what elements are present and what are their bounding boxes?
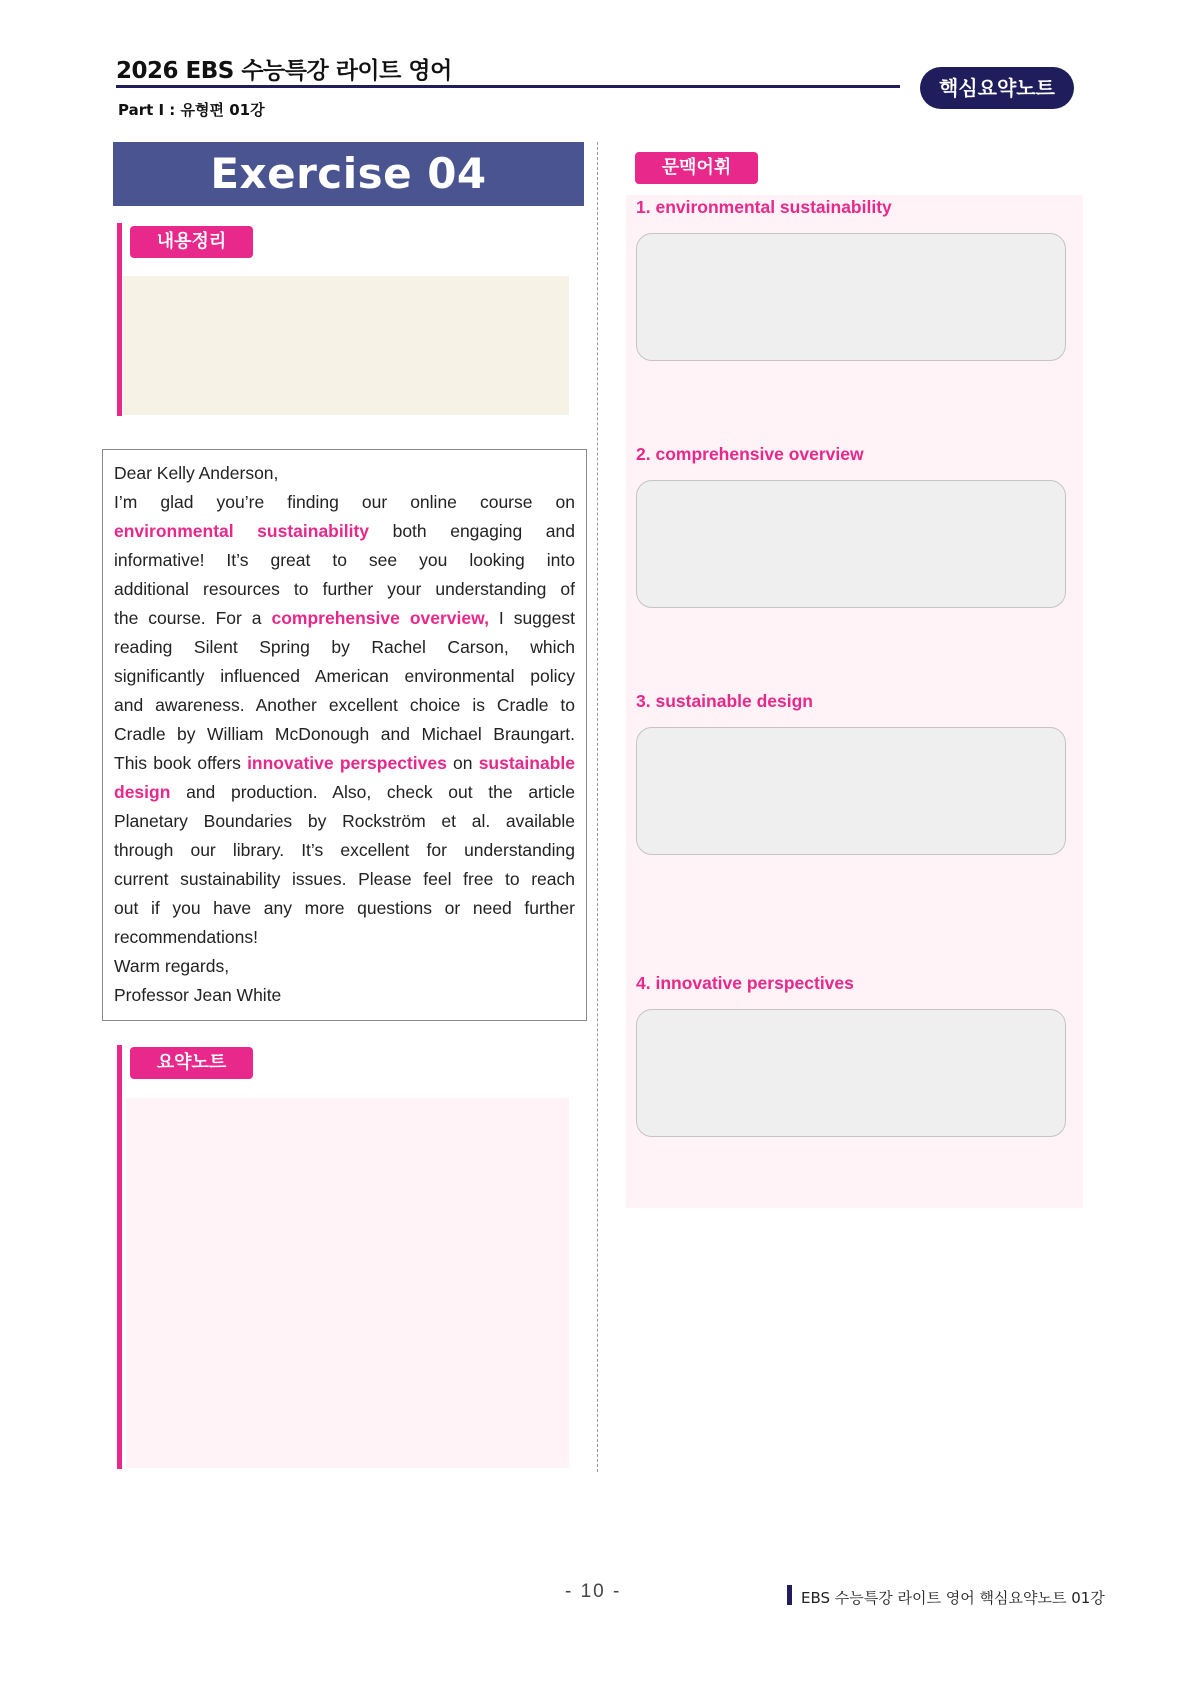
document-title: 2026 EBS 수능특강 라이트 영어	[116, 58, 452, 84]
highlight-comprehensive-overview: comprehensive overview,	[271, 608, 489, 628]
header-divider	[116, 85, 900, 88]
core-summary-badge: 핵심요약노트	[920, 67, 1074, 109]
vocab-answer-box[interactable]	[636, 480, 1066, 608]
vocab-answer-box[interactable]	[636, 233, 1066, 361]
passage-line: I’m glad you’re finding our online course on	[114, 492, 575, 512]
passage-line: environmental sustainability both engaging and	[114, 521, 575, 541]
note-section-tag: 요약노트	[130, 1047, 253, 1079]
vocab-item-title: 3. sustainable design	[636, 691, 813, 711]
part-subtitle: Part Ⅰ : 유형편 01강	[118, 101, 265, 119]
vocab-answer-box[interactable]	[636, 1009, 1066, 1137]
summary-section-tag: 내용정리	[130, 226, 253, 258]
passage-line: current sustainability issues. Please feel free to reach	[114, 869, 575, 889]
passage-line: recommendations!	[114, 927, 258, 947]
note-section-bar	[117, 1045, 122, 1469]
vocab-section-tag: 문맥어휘	[635, 152, 758, 184]
passage-line: significantly influenced American environmental policy	[114, 666, 575, 686]
highlight-innovative-perspectives: innovative perspectives	[247, 753, 447, 773]
page-number: - 10 -	[565, 1581, 622, 1602]
passage-greeting: Dear Kelly Anderson,	[114, 463, 279, 483]
passage-line: Cradle by William McDonough and Michael Braungart.	[114, 724, 575, 744]
summary-writing-area[interactable]	[123, 276, 569, 415]
vocab-item-title: 4. innovative perspectives	[636, 973, 854, 993]
passage-line: design and production. Also, check out the article	[114, 782, 575, 802]
passage-line: out if you have any more questions or need further	[114, 898, 575, 918]
passage-signature: Professor Jean White	[114, 985, 282, 1005]
footer-marker	[787, 1585, 792, 1605]
passage-line: through our library. It’s excellent for understanding	[114, 840, 575, 860]
passage-line: This book offers innovative perspectives on sustainable	[114, 753, 575, 773]
passage-line: and awareness. Another excellent choice is Cradle to	[114, 695, 575, 715]
vocab-item-title: 2. comprehensive overview	[636, 444, 864, 464]
note-writing-area[interactable]	[126, 1098, 569, 1468]
summary-section-bar	[117, 223, 122, 416]
passage-line: Planetary Boundaries by Rockström et al. available	[114, 811, 575, 831]
passage-box	[102, 449, 587, 1021]
footer-text: EBS 수능특강 라이트 영어 핵심요약노트 01강	[801, 1589, 1105, 1607]
passage-line: reading Silent Spring by Rachel Carson, which	[114, 637, 575, 657]
exercise-banner: Exercise 04	[113, 142, 584, 206]
highlight-design: design	[114, 782, 171, 802]
highlight-sustainable: sustainable	[478, 753, 575, 773]
passage-line: additional resources to further your understanding of	[114, 579, 575, 599]
vocab-answer-box[interactable]	[636, 727, 1066, 855]
column-divider	[597, 142, 598, 1472]
vocab-item-title: 1. environmental sustainability	[636, 197, 892, 217]
passage-closing: Warm regards,	[114, 956, 230, 976]
passage-line: informative! It’s great to see you looking into	[114, 550, 575, 570]
passage-line: the course. For a comprehensive overview, I suggest	[114, 608, 575, 628]
highlight-environmental-sustainability: environmental sustainability	[114, 521, 370, 541]
